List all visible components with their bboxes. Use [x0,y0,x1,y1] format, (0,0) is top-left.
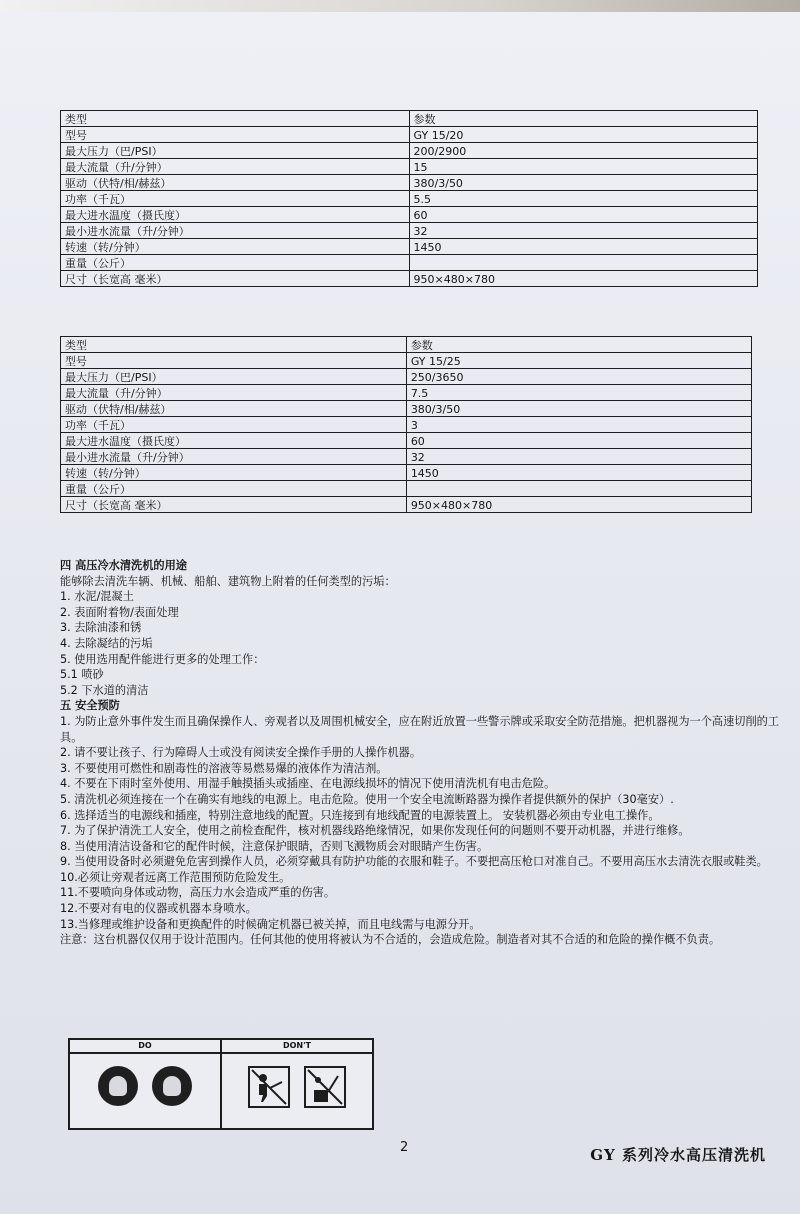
spec-row [61,369,752,385]
spec-row [61,417,752,433]
section-5-list [60,714,780,932]
spec-row [61,433,752,449]
section-4-list [60,589,780,698]
spec-label-cell: 重量（公斤） [61,255,410,271]
list-item: 1. 水泥/混凝土 [60,590,134,604]
spec-label-cell: 功率（千瓦） [61,191,410,207]
list-item: 7. 为了保护清洗工人安全，使用之前检查配件，核对机器线路绝缘情况，如果你发现任何的问题则不要开动机器，并进行维修。 [60,824,690,838]
list-item: 2. 请不要让孩子、行为障碍人士或没有阅读安全操作手册的人操作机器。 [60,746,422,760]
do-column [70,1040,220,1128]
list-item: 5. 使用选用配件能进行更多的处理工作： [60,652,265,666]
spec-row [61,337,752,353]
spec-value-cell: 5.5 [409,191,757,207]
spec-value-cell: 3 [406,417,751,433]
spec-label-cell: 功率（千瓦） [61,417,407,433]
spec-label-cell: 最大压力（巴/PSI） [61,369,407,385]
spec-row [61,481,752,497]
spec-row [61,223,758,239]
list-item: 11.不要喷向身体或动物，高压力水会造成严重的伤害。 [60,886,336,900]
spec-value-cell: 32 [406,449,751,465]
spec-label-cell: 尺寸（长宽高 毫米） [61,497,407,513]
spec-table-gy-15-20 [60,110,758,287]
spec-label-cell: 最大进水温度（摄氏度） [61,433,407,449]
spec-label-cell: 最小进水流量（升/分钟） [61,449,407,465]
spec-label-cell: 转速（转/分钟） [61,465,407,481]
footer-title: GY 系列冷水高压清洗机 [590,1146,766,1164]
spec-row [61,159,758,175]
spec-row [61,385,752,401]
spec-value-cell: 200/2900 [409,143,757,159]
list-item: 5.2 下水道的清洁 [60,683,149,697]
spec-value-cell: 参数 [406,337,751,353]
spec-row [61,175,758,191]
spec-value-cell: 380/3/50 [409,175,757,191]
spec-value-cell: 1450 [406,465,751,481]
do-dont-pictogram-box [68,1038,374,1130]
spec-table-gy-15-25 [60,336,752,513]
list-item: 1. 为防止意外事件发生而且确保操作人、旁观者以及周围机械安全，应在附近放置一些警示牌或采取安全防范措施。把机器视为一个高速切削的工具。 [60,714,780,744]
spec-row [61,239,758,255]
spec-value-cell: 7.5 [406,385,751,401]
spec-label-cell: 最大进水温度（摄氏度） [61,207,410,223]
body-text [60,558,780,948]
spec-value-cell: 380/3/50 [406,401,751,417]
do-label: DO [70,1040,220,1054]
list-item: 6. 选择适当的电源线和插座，特别注意地线的配置。只连接到有地线配置的电源装置上。 安装机器必须由专业电工操作。 [60,808,660,822]
section-5-heading: 五 安全预防 [60,699,120,713]
spec-value-cell: GY 15/25 [406,353,751,369]
spec-value-cell: 250/3650 [406,369,751,385]
spec-value-cell: 1450 [409,239,757,255]
list-item: 2. 表面附着物/表面处理 [60,605,179,619]
spec-label-cell: 最大压力（巴/PSI） [61,143,410,159]
dont-label: DON'T [222,1040,372,1054]
spec-value-cell: 15 [409,159,757,175]
list-item: 5. 清洗机必须连接在一个在确实有地线的电源上。电击危险。使用一个安全电流断路器为操作者提供额外的保护（30毫安）. [60,792,674,806]
no-spraying-device-icon [304,1066,346,1108]
list-item: 3. 不要使用可燃性和剧毒性的溶液等易燃易爆的液体作为清洁剂。 [60,761,388,775]
no-spraying-person-icon [248,1066,290,1108]
spec-label-cell: 最大流量（升/分钟） [61,385,407,401]
spec-row [61,207,758,223]
spec-value-cell: 60 [409,207,757,223]
spec-row [61,497,752,513]
spec-value-cell: 60 [406,433,751,449]
spec-label-cell: 最小进水流量（升/分钟） [61,223,410,239]
photo-edge [0,0,800,12]
spec-value-cell [409,255,757,271]
spec-value-cell: 950×480×780 [409,271,757,287]
spec-row [61,401,752,417]
ear-protection-icon [152,1066,192,1106]
spec-label-cell: 驱动（伏特/相/赫兹） [61,175,410,191]
list-item: 4. 去除凝结的污垢 [60,636,153,650]
spec-value-cell: 950×480×780 [406,497,751,513]
spec-row [61,449,752,465]
spec-label-cell: 尺寸（长宽高 毫米） [61,271,410,287]
list-item: 12.不要对有电的仪器或机器本身喷水。 [60,902,257,916]
spec-label-cell: 型号 [61,127,410,143]
spec-label-cell: 类型 [61,111,410,127]
spec-row [61,127,758,143]
list-item: 3. 去除油漆和锈 [60,621,142,635]
dont-column [220,1040,372,1128]
spec-row [61,255,758,271]
section-4-intro: 能够除去清洗车辆、机械、船舶、建筑物上附着的任何类型的污垢： [60,574,396,588]
spec-label-cell: 驱动（伏特/相/赫兹） [61,401,407,417]
spec-value-cell: 参数 [409,111,757,127]
list-item: 10.必须让旁观者远离工作范围预防危险发生。 [60,870,291,884]
spec-label-cell: 转速（转/分钟） [61,239,410,255]
spec-row [61,465,752,481]
list-item: 8. 当使用清洁设备和它的配件时候，注意保护眼睛，否则飞溅物质会对眼睛产生伤害。 [60,839,489,853]
spec-label-cell: 最大流量（升/分钟） [61,159,410,175]
disclaimer-note: 注意：这台机器仅仅用于设计范围内。任何其他的使用将被认为不合适的，会造成危险。制造者对其不合适的和危险的操作概不负责。 [60,933,721,947]
spec-value-cell [406,481,751,497]
list-item: 5.1 喷砂 [60,668,104,682]
spec-row [61,271,758,287]
spec-row [61,111,758,127]
page-number: 2 [400,1140,409,1155]
list-item: 4. 不要在下雨时室外使用、用湿手触摸插头或插座、在电源线损坏的情况下使用清洗机有电击危险。 [60,777,556,791]
spec-label-cell: 类型 [61,337,407,353]
spec-row [61,143,758,159]
list-item: 9. 当使用设备时必须避免危害到操作人员，必须穿戴具有防护功能的衣服和鞋子。不要把高压枪口对准自己。不要用高压水去清洗衣服或鞋类。 [60,855,768,869]
ear-protection-icon [98,1066,138,1106]
list-item: 13.当修理或维护设备和更换配件的时候确定机器已被关掉，而且电线需与电源分开。 [60,917,481,931]
spec-label-cell: 型号 [61,353,407,369]
spec-value-cell: 32 [409,223,757,239]
spec-row [61,353,752,369]
section-4-heading: 四 高压冷水清洗机的用途 [60,559,187,572]
spec-label-cell: 重量（公斤） [61,481,407,497]
spec-row [61,191,758,207]
spec-value-cell: GY 15/20 [409,127,757,143]
